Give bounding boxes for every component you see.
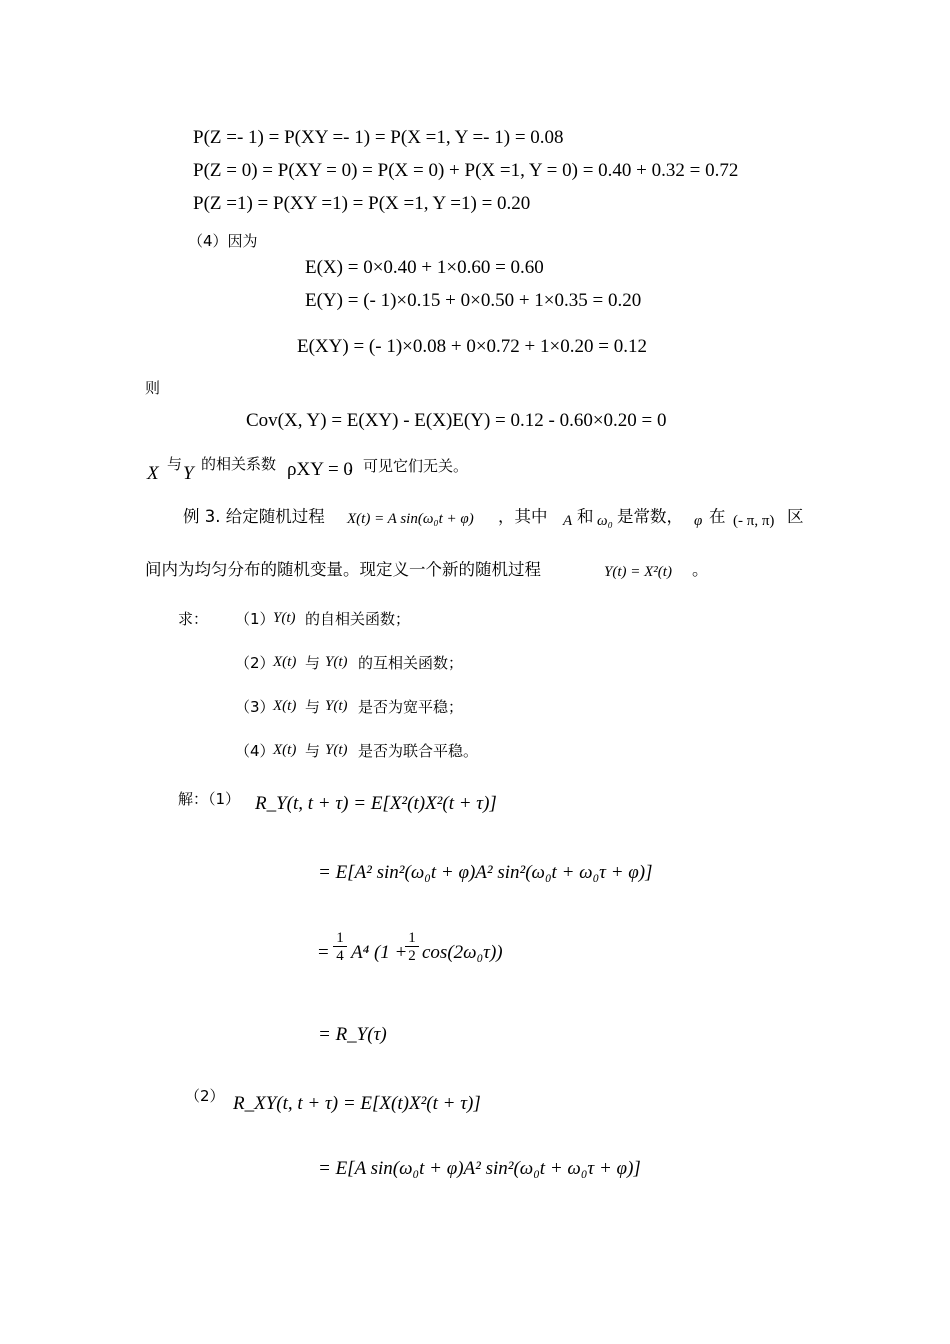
expectation-xy: E(XY) = (- 1)×0.08 + 0×0.72 + 1×0.20 = 0.12 [297, 336, 647, 357]
and-text: 和 [577, 507, 594, 526]
fraction-numerator: 1 [333, 930, 347, 947]
q2-text: 的互相关函数； [358, 654, 464, 672]
var-y: Y [183, 463, 194, 484]
q2-formula-y: Y(t) [325, 654, 348, 670]
prob-z-1: P(Z =1) = P(XY =1) = P(X =1, Y =1) = 0.20 [193, 193, 531, 214]
process-y: Y(t) = X²(t) [604, 564, 672, 580]
sol1-result: = R_Y(τ) [318, 1024, 387, 1045]
sol1-autocorr: R_Y(t, t + τ) = E[X²(t)X²(t + τ)] [255, 793, 497, 814]
const-a: A [563, 513, 573, 529]
q2-formula-x: X(t) [273, 654, 297, 670]
fraction-denominator: 2 [408, 948, 416, 964]
and-text: 与 [305, 742, 321, 760]
fraction-half [405, 930, 419, 965]
example3-line2: 间内为均匀分布的随机变量。现定义一个新的随机过程 [145, 560, 541, 579]
solution-label: 解：（1） [178, 790, 241, 808]
corr-text: 的相关系数 [201, 455, 277, 473]
q1-text: 的自相关函数； [305, 610, 411, 628]
interval: (- π, π) [733, 513, 775, 529]
sol1-cos: cos(2ω₀τ)) [422, 942, 503, 963]
q4-number: （4） [235, 742, 275, 760]
ask-label: 求： [178, 610, 209, 628]
q3-text: 是否为宽平稳； [358, 698, 464, 716]
q2-number: （2） [235, 654, 275, 672]
q1-number: （1） [235, 610, 275, 628]
rho-xy: ρXY = 0 [287, 459, 353, 480]
sol1-mid: A⁴ (1 + [351, 942, 408, 963]
example3-text: 是常数， [617, 507, 683, 526]
q4-formula-x: X(t) [273, 742, 297, 758]
sol2-crosscorr: R_XY(t, t + τ) = E[X(t)X²(t + τ)] [233, 1093, 481, 1114]
var-x: X [147, 463, 159, 484]
example3-text: 在 [709, 507, 726, 526]
const-omega0: ω₀ [597, 513, 613, 529]
and-text: 与 [167, 455, 183, 473]
q4-text: 是否为联合平稳。 [358, 742, 479, 760]
corr-conclusion: ，可见它们无关。 [348, 457, 469, 475]
and-text: 与 [305, 654, 321, 672]
q3-formula-y: Y(t) [325, 698, 348, 714]
process-x: X(t) = A sin(ω₀t + φ) [347, 511, 474, 527]
sol2-number: （2） [185, 1087, 225, 1105]
q3-formula-x: X(t) [273, 698, 297, 714]
fraction-denominator: 4 [336, 948, 344, 964]
phase-phi: φ [694, 513, 703, 529]
fraction-quarter [333, 930, 347, 965]
example3-heading: 例 3. 给定随机过程 [183, 507, 325, 526]
example3-text: ，其中 [498, 507, 548, 526]
fraction-numerator: 1 [405, 930, 419, 947]
prob-z-neg1: P(Z =- 1) = P(XY =- 1) = P(X =1, Y =- 1) = 0.08 [193, 127, 564, 148]
example3-text: 区 [787, 507, 804, 526]
expectation-x: E(X) = 0×0.40 + 1×0.60 = 0.60 [305, 257, 544, 278]
then-label: 则 [145, 379, 161, 397]
q1-formula: Y(t) [273, 610, 296, 626]
period: 。 [692, 560, 709, 579]
prob-z-0: P(Z = 0) = P(XY = 0) = P(X = 0) + P(X =1, Y = 0) = 0.40 + 0.32 = 0.72 [193, 160, 739, 181]
q3-number: （3） [235, 698, 275, 716]
and-text: 与 [305, 698, 321, 716]
sol1-eq: = [318, 942, 329, 963]
step4-label: （4）因为 [188, 232, 258, 250]
expectation-y: E(Y) = (- 1)×0.15 + 0×0.50 + 1×0.35 = 0.20 [305, 290, 642, 311]
sol2-expand: = E[A sin(ω₀t + φ)A² sin²(ω₀t + ω₀τ + φ)] [318, 1158, 641, 1179]
covariance: Cov(X, Y) = E(XY) - E(X)E(Y) = 0.12 - 0.60×0.20 = 0 [246, 410, 667, 431]
sol1-expand: = E[A² sin²(ω₀t + φ)A² sin²(ω₀t + ω₀τ + φ)] [318, 862, 653, 883]
q4-formula-y: Y(t) [325, 742, 348, 758]
